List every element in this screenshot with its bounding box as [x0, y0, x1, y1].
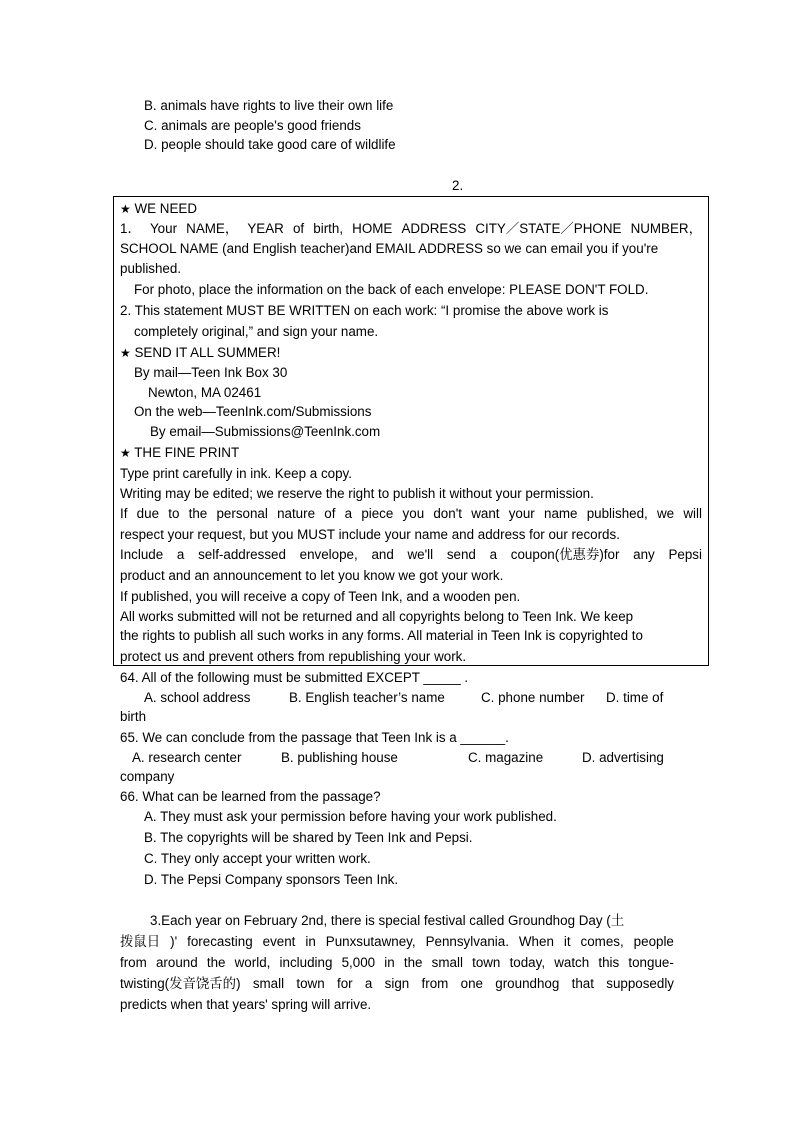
q64-option-c: C. phone number — [481, 690, 585, 705]
email-submission: By email—Submissions@TeenInk.com — [150, 424, 381, 439]
need-item-2-line-2: completely original,” and sign your name. — [134, 324, 379, 339]
mail-address-line-1: By mail—Teen Ink Box 30 — [134, 365, 288, 380]
q64-option-b: B. English teacher’s name — [289, 690, 445, 705]
q65-option-d: D. advertising — [582, 750, 664, 765]
fine-print-6-line-3: protect us and prevent others from republishing your work. — [120, 649, 467, 664]
q64-stem: 64. All of the following must be submitted EXCEPT _____ . — [120, 670, 469, 685]
fine-print-2: Writing may be edited; we reserve the right to publish it without your permission. — [120, 486, 594, 501]
q66-option-a: A. They must ask your permission before having your work published. — [144, 809, 557, 824]
star-icon: ★ — [120, 202, 131, 216]
passage-3-line-2: 拨鼠日 )' forecasting event in Punxsutawney, Pennsylvania. When it comes, people — [120, 934, 674, 949]
q64-option-d-wrap: birth — [120, 709, 147, 724]
passage-3-line-1: 3.Each year on February 2nd, there is special festival called Groundhog Day (土 — [150, 913, 625, 928]
fine-print-4-line-1: Include a self-addressed envelope, and we'll send a coupon(优惠券)for any Pepsi — [120, 547, 702, 562]
section-number: 2. — [452, 178, 464, 193]
q1-option-c: C. animals are people's good friends — [144, 118, 361, 133]
q66-option-c: C. They only accept your written work. — [144, 851, 371, 866]
fine-print-6-line-1: All works submitted will not be returned and all copyrights belong to Teen Ink. We keep — [120, 609, 634, 624]
q64-option-a: A. school address — [144, 690, 251, 705]
q64-option-d: D. time of — [606, 690, 664, 705]
q66-option-d: D. The Pepsi Company sponsors Teen Ink. — [144, 872, 399, 887]
fine-print-3-line-1: If due to the personal nature of a piece you don't want your name published, we will — [120, 506, 702, 521]
fine-print-heading: ★ THE FINE PRINT — [120, 445, 240, 460]
send-heading: ★ SEND IT ALL SUMMER! — [120, 345, 281, 360]
q65-option-b: B. publishing house — [281, 750, 398, 765]
need-item-1-line-1: 1． Your NAME， YEAR of birth, HOME ADDRESS CITY／STATE／PHONE NUMBER， — [120, 221, 702, 236]
passage-3-line-5: predicts when that years' spring will arrive. — [120, 997, 372, 1012]
photo-instruction: For photo, place the information on the back of each envelope: PLEASE DON'T FOLD. — [134, 282, 649, 297]
q65-option-a: A. research center — [132, 750, 242, 765]
star-icon: ★ — [120, 446, 131, 460]
fine-print-5: If published, you will receive a copy of Teen Ink, and a wooden pen. — [120, 589, 521, 604]
passage-3-line-3: from around the world, including 5,000 in the small town today, watch this tongue- — [120, 955, 674, 970]
q66-option-b: B. The copyrights will be shared by Teen Ink and Pepsi. — [144, 830, 473, 845]
need-item-1-line-3: published. — [120, 261, 182, 276]
web-submission: On the web—TeenInk.com/Submissions — [134, 404, 372, 419]
need-item-2-line-1: 2. This statement MUST BE WRITTEN on each work: “I promise the above work is — [120, 303, 609, 318]
fine-print-3-line-2: respect your request, but you MUST include your name and address for our records. — [120, 527, 620, 542]
fine-print-4-line-2: product and an announcement to let you know we got your work. — [120, 568, 504, 583]
star-icon: ★ — [120, 346, 131, 360]
fine-print-1: Type print carefully in ink. Keep a copy. — [120, 466, 352, 481]
q1-option-d: D. people should take good care of wildlife — [144, 137, 396, 152]
q65-option-d-wrap: company — [120, 769, 175, 784]
q66-stem: 66. What can be learned from the passage? — [120, 789, 381, 804]
q65-option-c: C. magazine — [468, 750, 544, 765]
q1-option-b: B. animals have rights to live their own life — [144, 98, 394, 113]
we-need-heading: ★ WE NEED — [120, 201, 197, 216]
q65-stem: 65. We can conclude from the passage that Teen Ink is a ______. — [120, 730, 509, 745]
need-item-1-line-2: SCHOOL NAME (and English teacher)and EMAIL ADDRESS so we can email you if you're — [120, 241, 659, 256]
fine-print-6-line-2: the rights to publish all such works in any forms. All material in Teen Ink is copyrighted to — [120, 628, 643, 643]
passage-3-line-4: twisting(发音饶舌的) small town for a sign from one groundhog that supposedly — [120, 976, 674, 991]
mail-address-line-2: Newton, MA 02461 — [148, 385, 262, 400]
